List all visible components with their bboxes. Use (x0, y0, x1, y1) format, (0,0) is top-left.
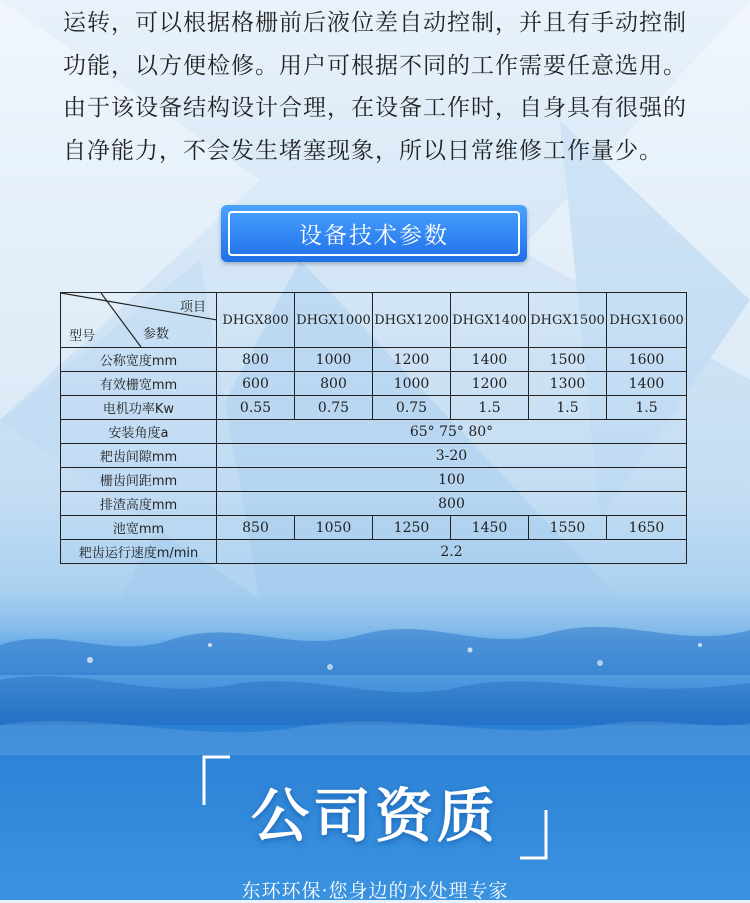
row-label: 电机功率Kw (61, 396, 217, 420)
qualification-title-box (200, 755, 550, 860)
table-cell: 1.5 (451, 396, 529, 420)
section-title: 公司资质 (250, 782, 499, 850)
table-cell: 1200 (451, 372, 529, 396)
table-cell: 0.75 (373, 396, 451, 420)
table-cell: 1400 (607, 372, 687, 396)
table-cell: 0.75 (295, 396, 373, 420)
row-label: 栅齿间距mm (61, 468, 217, 492)
model-header-cell: DHGX1400 (451, 293, 529, 348)
spec-section-button (221, 205, 527, 262)
table-cell: 1600 (607, 348, 687, 372)
spec-table (60, 292, 687, 564)
company-slogan: 东环环保·您身边的水处理专家 (241, 880, 509, 902)
table-span-cell: 3-20 (217, 444, 687, 468)
table-span-cell: 65° 75° 80° (217, 420, 687, 444)
model-header-cell: DHGX1000 (295, 293, 373, 348)
table-row (61, 348, 687, 372)
table-cell: 0.55 (217, 396, 295, 420)
table-cell: 1000 (373, 372, 451, 396)
table-cell: 600 (217, 372, 295, 396)
row-label: 池宽mm (61, 516, 217, 540)
table-cell: 1550 (529, 516, 607, 540)
header-param-label: 参数 (143, 327, 170, 342)
intro-paragraph: 运转，可以根据格栅前后液位差自动控制，并且有手动控制功能，以方便检修。用户可根据不同的工作需要任意选用。由于该设备结构设计合理，在设备工作时，自身具有很强的自净能力，不会发生堵塞现象，所以日常维修工作量少。 (63, 10, 687, 164)
row-label: 排渣高度mm (61, 492, 217, 516)
table-row (61, 492, 687, 516)
spec-section-frame (228, 211, 520, 256)
table-row (61, 420, 687, 444)
row-label: 耙齿运行速度m/min (61, 540, 217, 564)
header-corner-cell (61, 293, 217, 348)
table-cell: 800 (217, 348, 295, 372)
row-label: 耙齿间隙mm (61, 444, 217, 468)
header-item-label: 项目 (179, 300, 206, 315)
table-row (61, 516, 687, 540)
model-header-cell: DHGX1500 (529, 293, 607, 348)
table-cell: 1050 (295, 516, 373, 540)
header-model-label: 型号 (69, 329, 96, 344)
table-span-cell: 800 (217, 492, 687, 516)
table-row (61, 444, 687, 468)
model-header-cell: DHGX1600 (607, 293, 687, 348)
table-cell: 1450 (451, 516, 529, 540)
table-cell: 1200 (373, 348, 451, 372)
table-row (61, 372, 687, 396)
model-header-cell: DHGX1200 (373, 293, 451, 348)
table-cell: 1.5 (529, 396, 607, 420)
table-cell: 1400 (451, 348, 529, 372)
table-cell: 850 (217, 516, 295, 540)
table-span-cell: 100 (217, 468, 687, 492)
row-label: 有效栅宽mm (61, 372, 217, 396)
model-header-cell: DHGX800 (217, 293, 295, 348)
row-label: 公称宽度mm (61, 348, 217, 372)
table-cell: 1650 (607, 516, 687, 540)
table-row (61, 396, 687, 420)
table-cell: 1250 (373, 516, 451, 540)
table-cell: 1300 (529, 372, 607, 396)
row-label: 安装角度a (61, 420, 217, 444)
table-header-row (61, 293, 687, 348)
table-cell: 1.5 (607, 396, 687, 420)
table-row (61, 540, 687, 564)
spec-section-label: 设备技术参数 (299, 223, 449, 249)
table-cell: 800 (295, 372, 373, 396)
table-span-cell: 2.2 (217, 540, 687, 564)
table-cell: 1000 (295, 348, 373, 372)
table-row (61, 468, 687, 492)
table-cell: 1500 (529, 348, 607, 372)
